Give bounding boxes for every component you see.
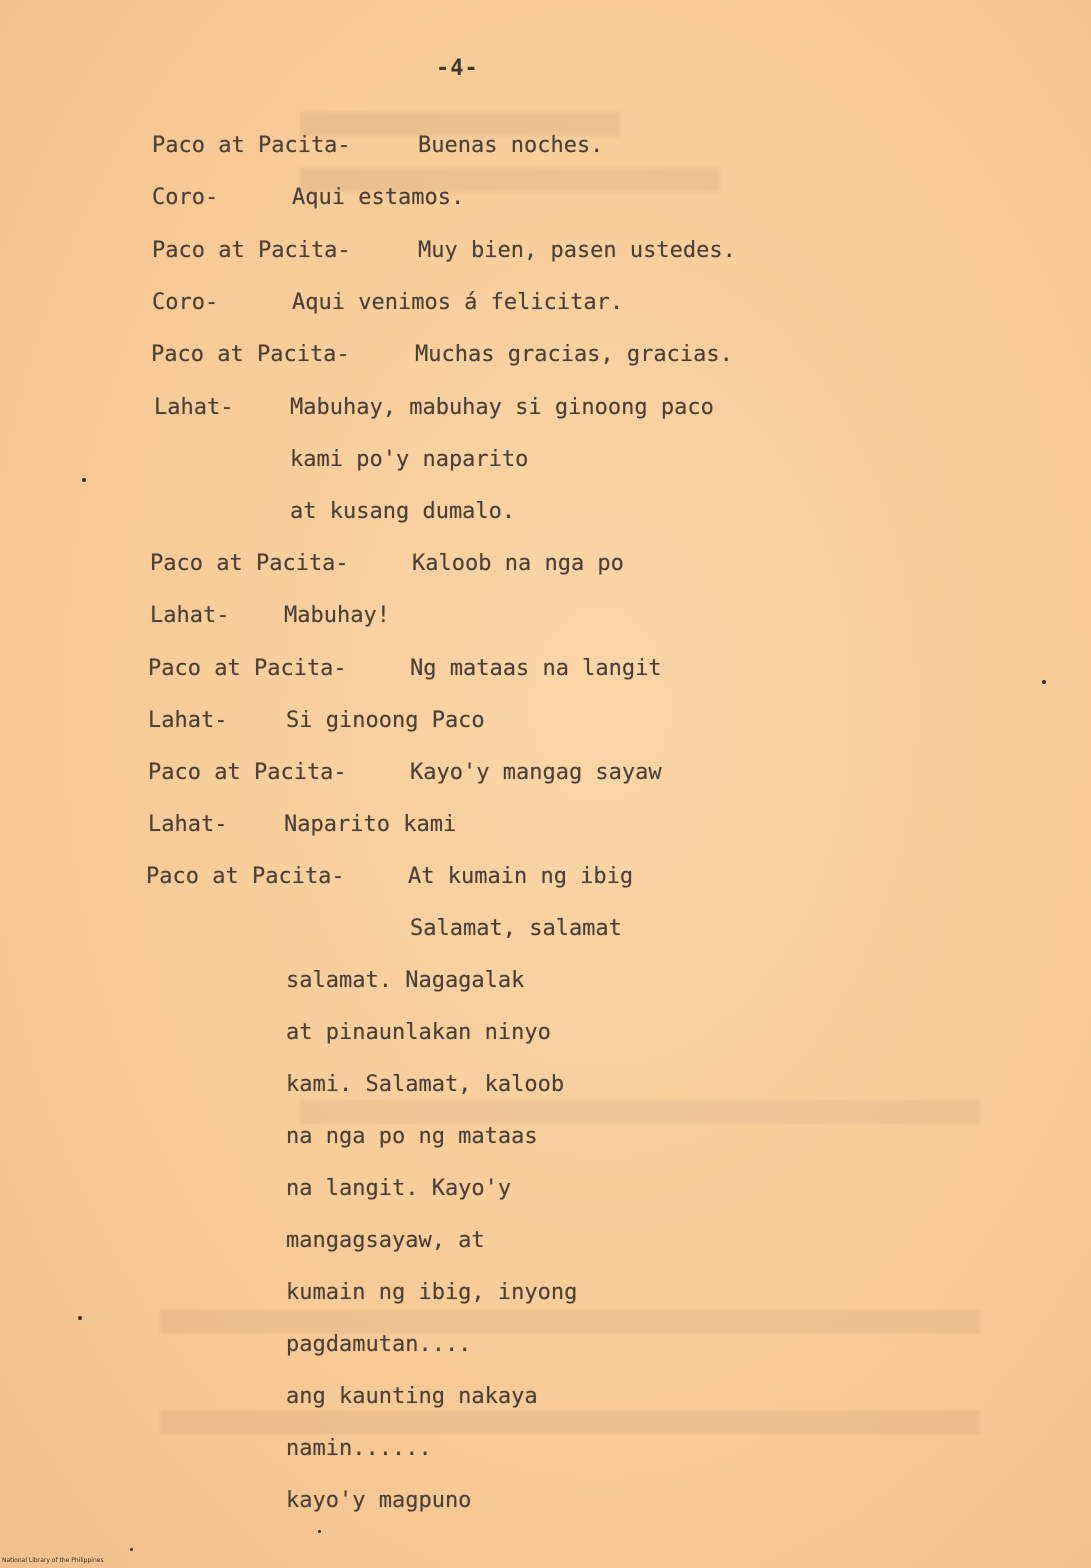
speech-text: Kayo'y mangag sayaw	[410, 760, 662, 785]
speech-text: na langit. Kayo'y	[286, 1176, 512, 1201]
paper-speck	[78, 1316, 82, 1320]
speaker-label: Lahat-	[148, 812, 228, 837]
speaker-label: Coro-	[152, 185, 219, 210]
speaker-label: Lahat-	[154, 395, 234, 420]
speech-text: Muchas gracias, gracias.	[415, 342, 733, 367]
paper-speck	[1042, 680, 1046, 684]
paper-speck	[130, 1548, 133, 1551]
speaker-label: Lahat-	[150, 603, 230, 628]
paper-speck	[82, 478, 86, 482]
speaker-label: Paco at Pacita-	[148, 656, 347, 681]
speech-text: Muy bien, pasen ustedes.	[418, 238, 736, 263]
library-footer: National Library of the Philippines	[2, 1557, 104, 1564]
speaker-label: Paco at Pacita-	[148, 760, 347, 785]
speaker-label: Paco at Pacita-	[151, 342, 350, 367]
speech-text: at kusang dumalo.	[290, 499, 516, 524]
speech-text: Mabuhay, mabuhay si ginoong paco	[290, 395, 714, 420]
speech-text: Aqui estamos.	[292, 185, 465, 210]
speaker-label: Coro-	[152, 290, 219, 315]
speech-text: At kumain ng ibig	[408, 864, 634, 889]
speech-text: kumain ng ibig, inyong	[286, 1280, 578, 1305]
speech-text: namin......	[286, 1436, 432, 1461]
speech-text: na nga po ng mataas	[286, 1124, 538, 1149]
bleed-through-mark	[160, 1410, 980, 1434]
speech-text: kayo'y magpuno	[286, 1488, 472, 1513]
speaker-label: Paco at Pacita-	[152, 133, 351, 158]
paper-speck	[318, 1530, 321, 1533]
speech-text: Salamat, salamat	[410, 916, 622, 941]
speech-text: kami po'y naparito	[290, 447, 529, 472]
speaker-label: Paco at Pacita-	[146, 864, 345, 889]
speech-text: Mabuhay!	[284, 603, 390, 628]
speech-text: Buenas noches.	[418, 133, 604, 158]
speech-text: Kaloob na nga po	[412, 551, 624, 576]
speech-text: Aqui venimos á felicitar.	[292, 290, 624, 315]
speech-text: mangagsayaw, at	[286, 1228, 485, 1253]
speaker-label: Lahat-	[148, 708, 228, 733]
page-number: -4-	[436, 56, 479, 81]
speech-text: Ng mataas na langit	[410, 656, 662, 681]
speech-text: ang kaunting nakaya	[286, 1384, 538, 1409]
speech-text: Si ginoong Paco	[286, 708, 485, 733]
speaker-label: Paco at Pacita-	[152, 238, 351, 263]
speech-text: Naparito kami	[284, 812, 457, 837]
speech-text: kami. Salamat, kaloob	[286, 1072, 565, 1097]
bleed-through-mark	[300, 1100, 980, 1124]
speech-text: salamat. Nagagalak	[286, 968, 525, 993]
speech-text: at pinaunlakan ninyo	[286, 1020, 551, 1045]
bleed-through-mark	[160, 1310, 980, 1334]
speaker-label: Paco at Pacita-	[150, 551, 349, 576]
speech-text: pagdamutan....	[286, 1332, 472, 1357]
